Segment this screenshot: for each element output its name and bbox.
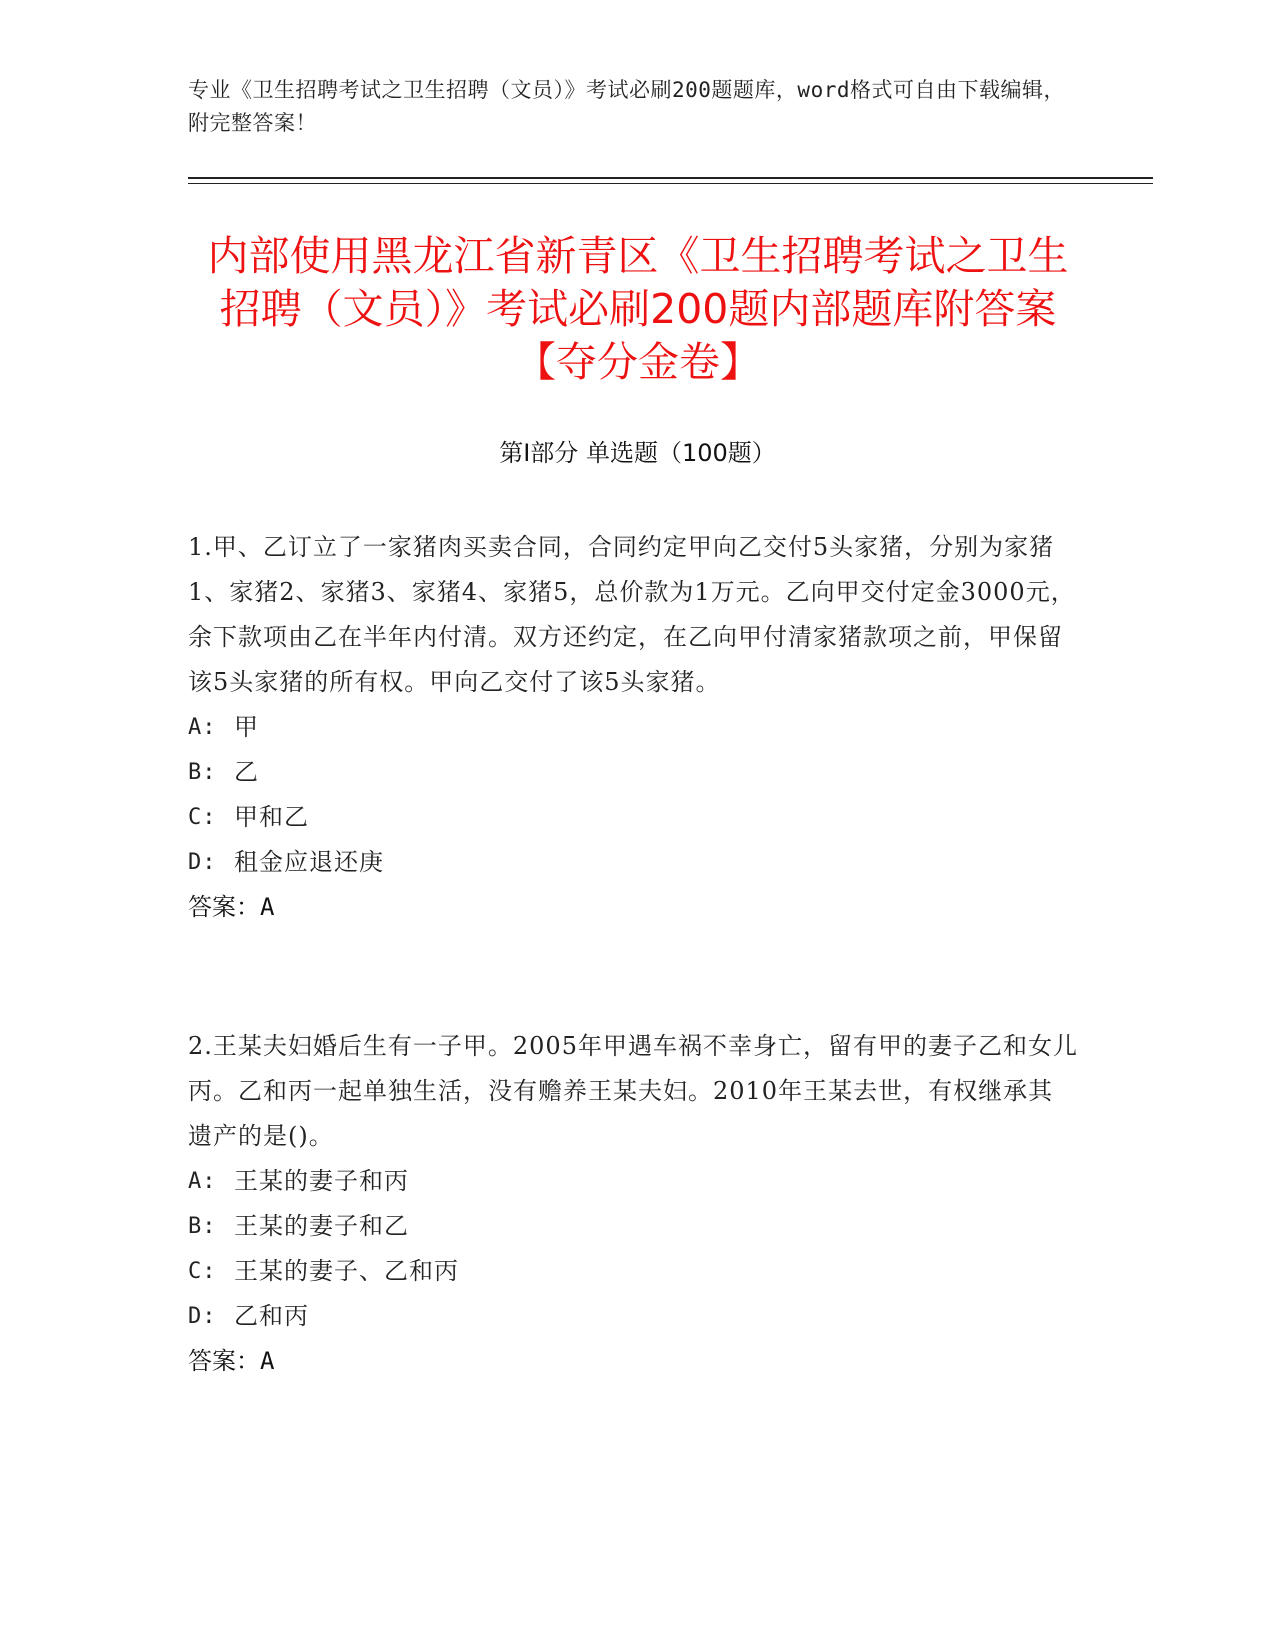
option-d: [188, 1294, 1078, 1339]
section-heading: 第Ⅰ部分 单选题（100题）: [499, 439, 776, 467]
option-c: [188, 1249, 1078, 1294]
option-key: D:: [188, 1304, 217, 1329]
option-text: 甲: [234, 713, 259, 741]
answer-label: 答案：: [188, 893, 260, 921]
header-rule-thick: [188, 177, 1153, 179]
option-a: [188, 705, 1078, 750]
option-key: B:: [188, 760, 217, 785]
question-1: [188, 525, 1078, 930]
question-stem: 1.甲、乙订立了一家猪肉买卖合同，合同约定甲向乙交付5头家猪，分别为家猪1、家猪2、家猪3、家猪4、家猪5，总价款为1万元。乙向甲交付定金3000元，余下款项由乙在半年内付清。双方还约定，在乙向甲付清家猪款项之前，甲保留该5头家猪的所有权。甲向乙交付了该5头家猪。: [188, 533, 1076, 696]
option-b: [188, 1204, 1078, 1249]
answer-value: A: [260, 1347, 275, 1375]
option-key: B:: [188, 1214, 217, 1239]
option-a: [188, 1159, 1078, 1204]
option-key: C:: [188, 1259, 217, 1284]
option-text: 王某的妻子和乙: [234, 1212, 409, 1240]
option-key: A:: [188, 715, 217, 740]
option-key: A:: [188, 1169, 217, 1194]
answer-line: [188, 885, 1078, 930]
option-text: 王某的妻子和丙: [234, 1167, 409, 1195]
option-text: 甲和乙: [234, 803, 309, 831]
option-text: 乙和丙: [234, 1302, 309, 1330]
answer-value: A: [260, 893, 275, 921]
option-text: 租金应退还庚: [234, 848, 384, 876]
document-title: 内部使用黑龙江省新青区《卫生招聘考试之卫生招聘（文员）》考试必刷200题内部题库附答案【夺分金卷】: [207, 232, 1069, 386]
option-key: C:: [188, 805, 217, 830]
question-stem: 2.王某夫妇婚后生有一子甲。2005年甲遇车祸不幸身亡，留有甲的妻子乙和女儿丙。乙和丙一起单独生活，没有赡养王某夫妇。2010年王某去世，有权继承其遗产的是()。: [188, 1032, 1078, 1150]
answer-line: [188, 1339, 1078, 1384]
option-text: 王某的妻子、乙和丙: [234, 1257, 459, 1285]
option-text: 乙: [234, 758, 259, 786]
option-d: [188, 840, 1078, 885]
header-rule-thin: [188, 183, 1153, 184]
option-b: [188, 750, 1078, 795]
option-key: D:: [188, 850, 217, 875]
answer-label: 答案：: [188, 1347, 260, 1375]
header-note: 专业《卫生招聘考试之卫生招聘（文员）》考试必刷200题题库，word格式可自由下载编辑，附完整答案！: [188, 78, 1065, 135]
option-c: [188, 795, 1078, 840]
question-2: [188, 1024, 1078, 1384]
